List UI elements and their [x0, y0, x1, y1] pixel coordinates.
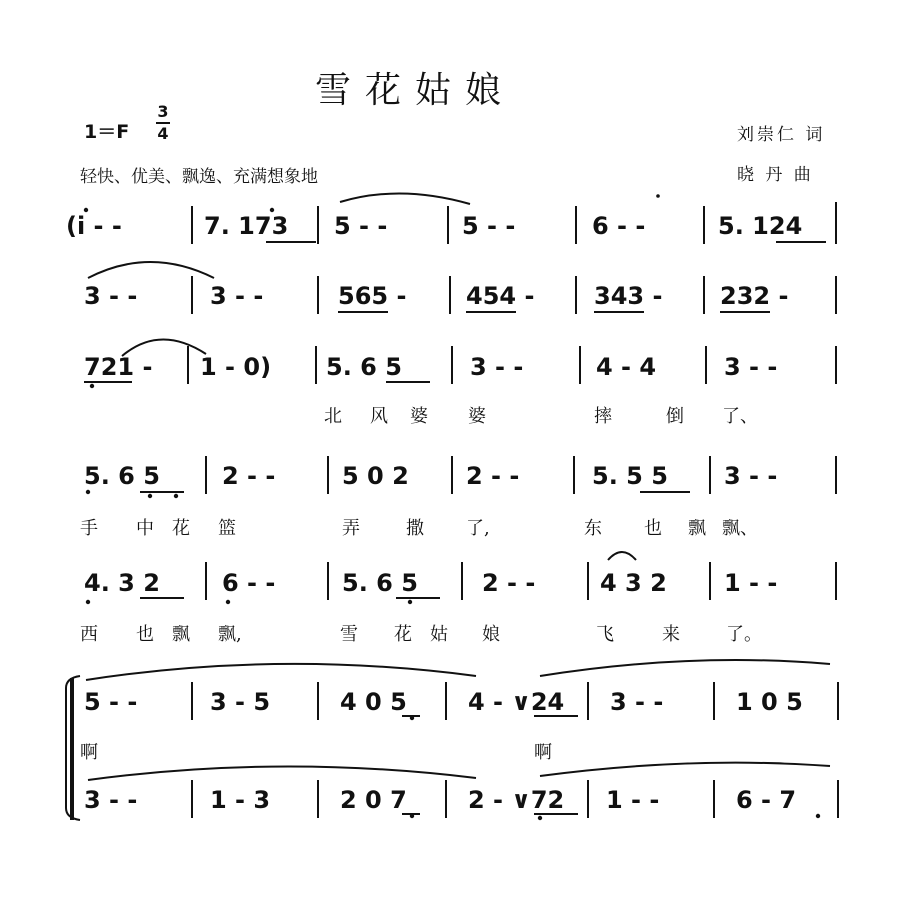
lyric-3-1: 北	[324, 406, 342, 427]
measure-3-1: 721 -	[84, 353, 153, 381]
lyric-5-8: 娘	[482, 624, 500, 645]
measure-3-4: 3 - -	[470, 353, 524, 381]
measure-5-5: 4 3 2	[600, 569, 667, 597]
lyric-4-10: 飘	[688, 518, 706, 539]
measure-6u-2: 3 - 5	[210, 688, 271, 716]
barlines	[188, 202, 838, 818]
measure-3-3: 5. 6 5	[326, 353, 402, 381]
lyric-3-5: 摔	[594, 406, 612, 427]
lyricist-credit: 刘崇仁 词	[737, 125, 826, 145]
measure-4-4: 2 - -	[466, 462, 520, 490]
measure-4-5: 5. 5 5	[592, 462, 668, 490]
beams	[84, 242, 826, 814]
lyric-4-3: 花	[172, 518, 190, 539]
lyric-3-7: 了、	[722, 406, 758, 427]
measure-5-4: 2 - -	[482, 569, 536, 597]
measure-1-5: 6 - -	[592, 212, 646, 240]
measure-2-4: 454 -	[466, 282, 535, 310]
measure-6l-1: 3 - -	[84, 786, 138, 814]
measure-5-2: 6 - -	[222, 569, 276, 597]
measure-3-6: 3 - -	[724, 353, 778, 381]
measure-2-6: 232 -	[720, 282, 789, 310]
page-title: 雪花姑娘	[315, 70, 516, 111]
measure-2-1: 3 - -	[84, 282, 138, 310]
measure-6u-5: 3 - -	[610, 688, 664, 716]
measure-5-1: 4. 3 2	[84, 569, 160, 597]
lyric-4-5: 弄	[342, 518, 360, 539]
lyric-4-8: 东	[584, 518, 602, 539]
measure-4-2: 2 - -	[222, 462, 276, 490]
lyric-5-3: 飘	[172, 624, 190, 645]
measure-1-2: 7. 173	[204, 212, 289, 240]
measure-6u-1: 5 - -	[84, 688, 138, 716]
measure-6l-2: 1 - 3	[210, 786, 271, 814]
measure-6u-6: 1 0 5	[736, 688, 803, 716]
lyric-6-2: 啊	[534, 742, 552, 763]
measure-4-1: 5. 6 5	[84, 462, 160, 490]
key-signature: 1＝F	[84, 121, 130, 143]
lyric-5-11: 了。	[726, 624, 762, 645]
lyric-3-6: 倒	[666, 406, 684, 427]
lyric-5-7: 姑	[430, 624, 448, 645]
measure-2-5: 343 -	[594, 282, 663, 310]
lyric-5-6: 花	[394, 624, 412, 645]
system-bracket	[66, 676, 80, 820]
measure-5-6: 1 - -	[724, 569, 778, 597]
measure-4-3: 5 0 2	[342, 462, 409, 490]
octave-dots	[84, 194, 820, 820]
composer-credit: 晓 丹 曲	[737, 165, 814, 185]
lyric-4-6: 撒	[406, 518, 424, 539]
measure-6u-3: 4 0 5	[340, 688, 407, 716]
lyric-5-5: 雪	[340, 624, 358, 645]
lyric-5-2: 也	[136, 624, 154, 645]
lyric-4-7: 了,	[466, 518, 490, 539]
measure-2-2: 3 - -	[210, 282, 264, 310]
measure-3-2: 1 - 0)	[200, 353, 272, 381]
lyric-3-3: 婆	[410, 406, 428, 427]
tempo-marking: 轻快、优美、飘逸、充满想象地	[80, 167, 318, 187]
lyric-6-1: 啊	[80, 742, 98, 763]
time-signature-top: 3	[157, 102, 169, 121]
slurs	[86, 193, 830, 780]
measure-6l-6: 6 - 7	[736, 786, 797, 814]
measure-6u-4: 4 - ∨24	[468, 688, 565, 716]
measure-6l-3: 2 0 7	[340, 786, 407, 814]
time-signature-bottom: 4	[157, 124, 169, 143]
lyric-5-1: 西	[80, 624, 98, 645]
measure-3-5: 4 - 4	[596, 353, 657, 381]
lyric-5-9: 飞	[596, 624, 614, 645]
measure-6l-4: 2 - ∨72	[468, 786, 565, 814]
measure-1-6: 5. 124	[718, 212, 803, 240]
lyric-3-2: 风	[370, 406, 388, 427]
measure-6l-5: 1 - -	[606, 786, 660, 814]
lyric-5-10: 来	[662, 624, 680, 645]
measure-5-3: 5. 6 5	[342, 569, 418, 597]
lyric-4-11: 飘、	[722, 518, 758, 539]
lyric-4-2: 中	[136, 518, 154, 539]
measure-1-4: 5 - -	[462, 212, 516, 240]
measure-4-6: 3 - -	[724, 462, 778, 490]
lyric-4-9: 也	[644, 518, 662, 539]
lyric-5-4: 飘,	[218, 624, 242, 645]
measure-1-3: 5 - -	[334, 212, 388, 240]
lyric-4-1: 手	[80, 518, 98, 539]
lyric-3-4: 婆	[468, 406, 486, 427]
lyric-4-4: 篮	[218, 518, 236, 539]
measure-2-3: 565 -	[338, 282, 407, 310]
measure-1-1: (i - -	[66, 212, 122, 240]
